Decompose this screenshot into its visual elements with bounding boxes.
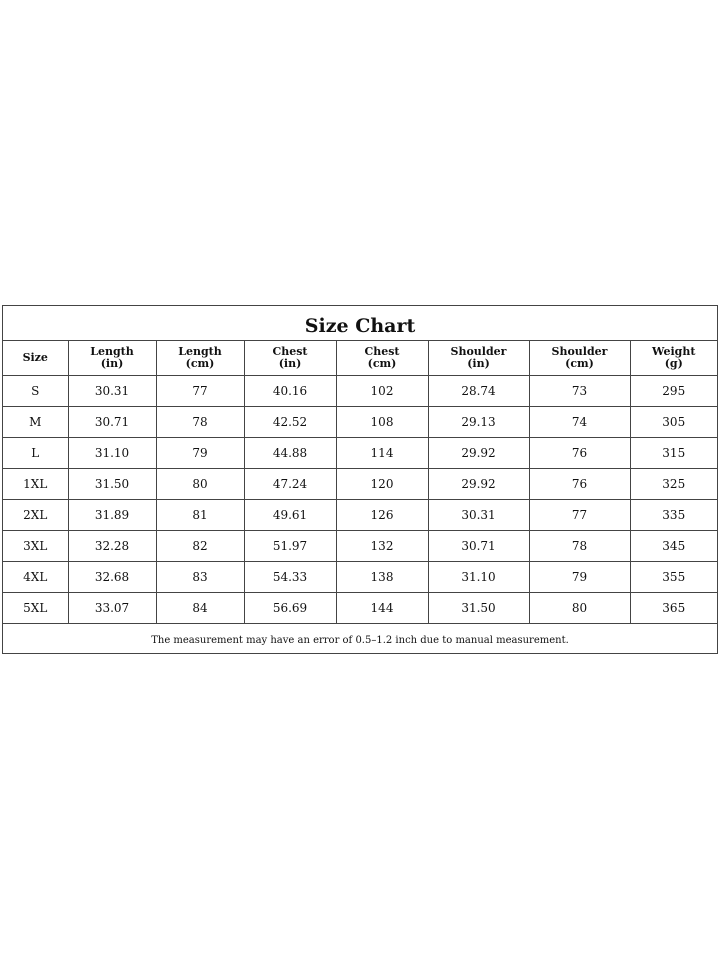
table-body [3, 376, 717, 624]
cell-length-cm: 78 [156, 407, 244, 438]
cell-length-in: 30.31 [68, 376, 156, 407]
column-header-length-in: Length (in) [68, 341, 156, 376]
cell-size: 2XL [3, 500, 68, 531]
cell-shoulder-cm: 76 [529, 438, 630, 469]
cell-shoulder-cm: 78 [529, 531, 630, 562]
column-header-chest-cm: Chest (cm) [336, 341, 428, 376]
cell-size: 5XL [3, 593, 68, 624]
cell-shoulder-cm: 79 [529, 562, 630, 593]
cell-chest-in: 56.69 [244, 593, 336, 624]
cell-weight-g: 345 [630, 531, 717, 562]
cell-shoulder-cm: 74 [529, 407, 630, 438]
cell-chest-cm: 120 [336, 469, 428, 500]
cell-shoulder-cm: 73 [529, 376, 630, 407]
cell-shoulder-in: 29.92 [428, 469, 529, 500]
cell-length-in: 30.71 [68, 407, 156, 438]
cell-chest-in: 54.33 [244, 562, 336, 593]
table-row [3, 593, 717, 624]
cell-shoulder-in: 30.71 [428, 531, 529, 562]
cell-shoulder-in: 31.10 [428, 562, 529, 593]
cell-shoulder-cm: 77 [529, 500, 630, 531]
cell-chest-cm: 108 [336, 407, 428, 438]
cell-size: 1XL [3, 469, 68, 500]
cell-size: 4XL [3, 562, 68, 593]
cell-weight-g: 315 [630, 438, 717, 469]
cell-chest-cm: 114 [336, 438, 428, 469]
cell-length-in: 33.07 [68, 593, 156, 624]
table-row [3, 407, 717, 438]
table-row [3, 531, 717, 562]
cell-weight-g: 305 [630, 407, 717, 438]
cell-shoulder-cm: 80 [529, 593, 630, 624]
column-header-shoulder-in: Shoulder (in) [428, 341, 529, 376]
cell-weight-g: 295 [630, 376, 717, 407]
table-row [3, 562, 717, 593]
column-header-chest-in: Chest (in) [244, 341, 336, 376]
cell-length-in: 31.50 [68, 469, 156, 500]
cell-chest-cm: 138 [336, 562, 428, 593]
cell-length-cm: 80 [156, 469, 244, 500]
cell-chest-in: 42.52 [244, 407, 336, 438]
cell-length-in: 31.10 [68, 438, 156, 469]
cell-chest-in: 49.61 [244, 500, 336, 531]
cell-shoulder-in: 30.31 [428, 500, 529, 531]
cell-shoulder-in: 29.92 [428, 438, 529, 469]
cell-weight-g: 365 [630, 593, 717, 624]
cell-shoulder-in: 28.74 [428, 376, 529, 407]
cell-size: 3XL [3, 531, 68, 562]
cell-chest-in: 47.24 [244, 469, 336, 500]
column-header-length-cm: Length (cm) [156, 341, 244, 376]
table-row [3, 438, 717, 469]
size-chart [2, 305, 718, 654]
table-row [3, 469, 717, 500]
cell-length-cm: 81 [156, 500, 244, 531]
column-header-shoulder-cm: Shoulder (cm) [529, 341, 630, 376]
cell-shoulder-cm: 76 [529, 469, 630, 500]
cell-size: S [3, 376, 68, 407]
cell-chest-in: 44.88 [244, 438, 336, 469]
header-row [3, 341, 717, 376]
cell-length-in: 32.68 [68, 562, 156, 593]
size-table [3, 341, 717, 624]
table-row [3, 500, 717, 531]
cell-length-in: 32.28 [68, 531, 156, 562]
cell-chest-cm: 102 [336, 376, 428, 407]
cell-length-cm: 82 [156, 531, 244, 562]
cell-size: L [3, 438, 68, 469]
cell-length-cm: 77 [156, 376, 244, 407]
cell-length-cm: 84 [156, 593, 244, 624]
cell-shoulder-in: 31.50 [428, 593, 529, 624]
cell-chest-in: 40.16 [244, 376, 336, 407]
cell-length-cm: 79 [156, 438, 244, 469]
size-chart-title: Size Chart [3, 306, 717, 341]
cell-weight-g: 355 [630, 562, 717, 593]
cell-chest-in: 51.97 [244, 531, 336, 562]
cell-chest-cm: 126 [336, 500, 428, 531]
cell-weight-g: 335 [630, 500, 717, 531]
cell-chest-cm: 132 [336, 531, 428, 562]
cell-size: M [3, 407, 68, 438]
cell-shoulder-in: 29.13 [428, 407, 529, 438]
table-row [3, 376, 717, 407]
cell-length-cm: 83 [156, 562, 244, 593]
column-header-weight-g: Weight (g) [630, 341, 717, 376]
cell-chest-cm: 144 [336, 593, 428, 624]
column-header-size: Size [3, 341, 68, 376]
cell-weight-g: 325 [630, 469, 717, 500]
measurement-note: The measurement may have an error of 0.5–1.2 inch due to manual measurement. [151, 634, 569, 646]
cell-length-in: 31.89 [68, 500, 156, 531]
